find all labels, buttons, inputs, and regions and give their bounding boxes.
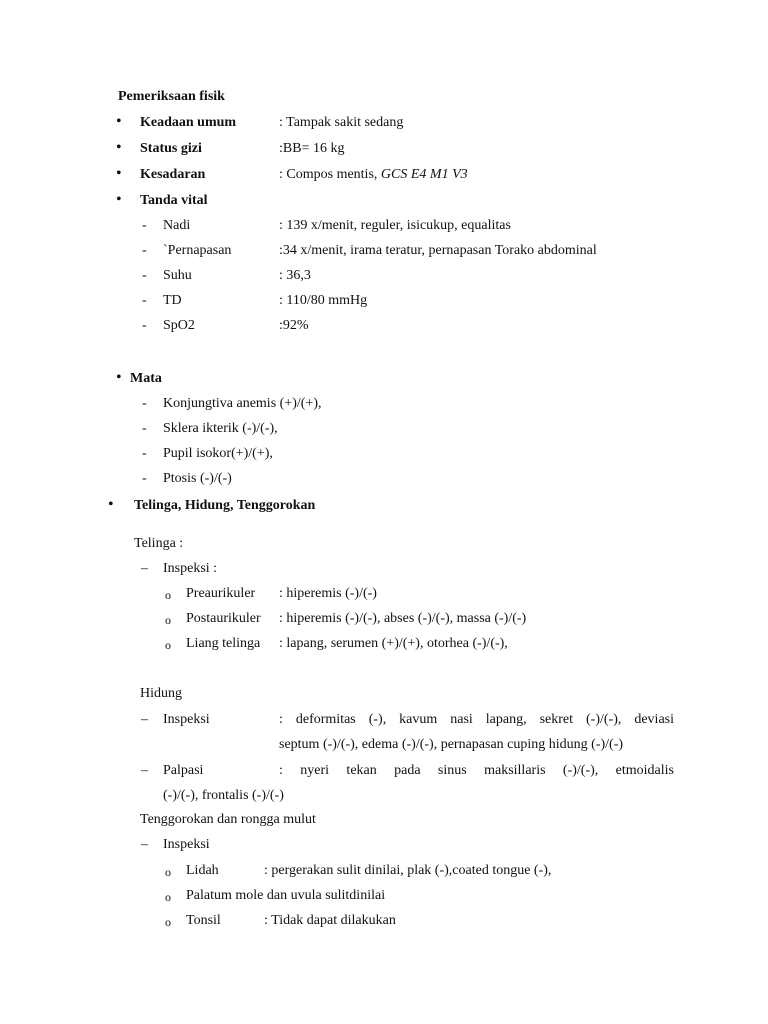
dash-icon: - [142,318,147,333]
endash-icon: – [141,561,148,576]
mata-item: Ptosis (-)/(-) [163,471,232,486]
dash-icon: - [142,243,147,258]
tenggorokan-value-lidah: : pergerakan sulit dinilai, plak (-),coated tongue (-), [264,863,552,878]
hidung-palpasi-text-line2: (-)/(-), frontalis (-)/(-) [163,788,284,803]
page-title: Pemeriksaan fisik [118,89,225,104]
telinga-label-preaurikuler: Preaurikuler [186,586,256,601]
mata-item: Sklera ikterik (-)/(-), [163,421,278,436]
section-heading-mata: Mata [130,371,162,386]
general-value-kesadaran: : Compos mentis, GCS E4 M1 V3 [279,167,468,182]
endash-icon: – [141,712,148,727]
bullet-icon: • [116,191,122,208]
bullet-icon: • [116,165,122,182]
subsection-title-telinga: Telinga : [134,536,184,551]
subsection-title-tenggorokan: Tenggorokan dan rongga mulut [140,812,316,827]
vital-label-nadi: Nadi [163,218,191,233]
tenggorokan-value-tonsil: : Tidak dapat dilakukan [264,913,396,928]
telinga-label-liang-telinga: Liang telinga [186,636,261,651]
telinga-value-preaurikuler: : hiperemis (-)/(-) [279,586,377,601]
general-label-keadaan-umum: Keadaan umum [140,115,237,130]
dash-icon: - [142,421,147,436]
hidung-palpasi-label: Palpasi [163,763,204,778]
mata-item: Konjungtiva anemis (+)/(+), [163,396,322,411]
general-value-status-gizi: :BB= 16 kg [279,141,345,156]
dash-icon: - [142,218,147,233]
hidung-palpasi-text-line1: : nyeri tekan pada sinus maksillaris (-)/(-), etmoidalis [279,763,674,778]
general-label-tanda-vital: Tanda vital [140,193,208,208]
hidung-inspeksi-text-line1: : deformitas (-), kavum nasi lapang, sekret (-)/(-), deviasi [279,712,674,727]
vital-label-suhu: Suhu [163,268,192,283]
vital-value-nadi: : 139 x/menit, reguler, isicukup, equalitas [279,218,511,233]
tenggorokan-label-tonsil: Tonsil [186,913,221,928]
telinga-value-postaurikuler: : hiperemis (-)/(-), abses (-)/(-), massa (-)/(-) [279,611,527,626]
bullet-icon: • [116,139,122,156]
dash-icon: - [142,396,147,411]
subsection-title-hidung: Hidung [140,686,182,701]
hidung-inspeksi-text-line2: septum (-)/(-), edema (-)/(-), pernapasan cuping hidung (-)/(-) [279,737,624,752]
dash-icon: - [142,446,147,461]
tenggorokan-inspeksi-label: Inspeksi [163,837,210,852]
circle-bullet-icon: o [165,638,171,652]
vital-value-suhu: : 36,3 [279,268,311,283]
bullet-icon: • [108,496,114,513]
dash-icon: - [142,471,147,486]
vital-value-pernapasan: :34 x/menit, irama teratur, pernapasan Torako abdominal [279,243,597,258]
vital-label-pernapasan: `Pernapasan [163,243,232,258]
endash-icon: – [141,837,148,852]
vital-value-spo2: :92% [279,318,309,333]
circle-bullet-icon: o [165,915,171,929]
mata-item: Pupil isokor(+)/(+), [163,446,273,461]
circle-bullet-icon: o [165,588,171,602]
general-label-status-gizi: Status gizi [140,141,202,156]
dash-icon: - [142,268,147,283]
circle-bullet-icon: o [165,613,171,627]
telinga-label-postaurikuler: Postaurikuler [186,611,261,626]
circle-bullet-icon: o [165,890,171,904]
section-heading-tht: Telinga, Hidung, Tenggorokan [134,498,316,513]
general-label-kesadaran: Kesadaran [140,167,206,182]
vital-value-td: : 110/80 mmHg [279,293,368,308]
vital-label-td: TD [163,293,182,308]
general-value-keadaan-umum: : Tampak sakit sedang [279,115,404,130]
telinga-inspeksi-label: Inspeksi : [163,561,218,576]
hidung-inspeksi-label: Inspeksi [163,712,210,727]
tenggorokan-label-palatum: Palatum mole dan uvula sulitdinilai [186,888,386,903]
telinga-value-liang-telinga: : lapang, serumen (+)/(+), otorhea (-)/(-), [279,636,508,651]
bullet-icon: • [116,113,122,130]
vital-label-spo2: SpO2 [163,318,195,333]
endash-icon: – [141,763,148,778]
bullet-icon: • [116,369,122,386]
dash-icon: - [142,293,147,308]
circle-bullet-icon: o [165,865,171,879]
tenggorokan-label-lidah: Lidah [186,863,219,878]
